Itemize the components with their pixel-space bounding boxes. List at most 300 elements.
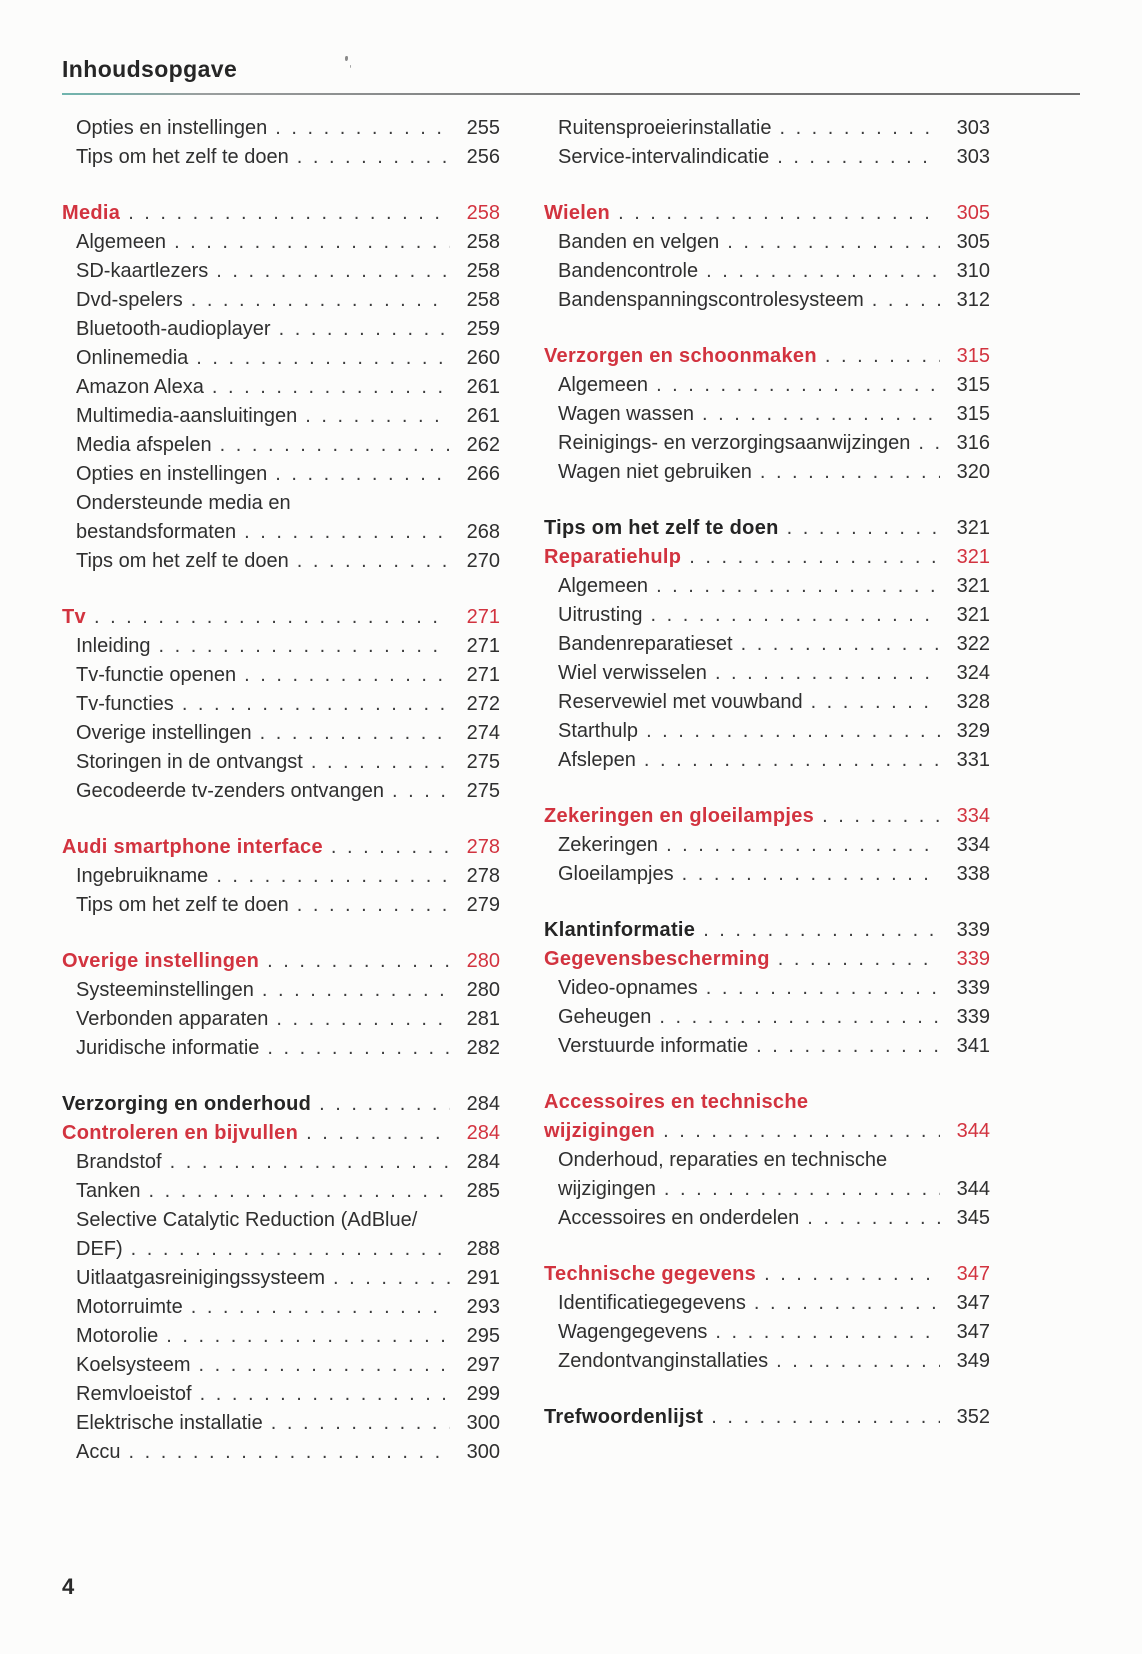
toc-entry-page: 297 <box>466 1354 500 1376</box>
dot-leader <box>663 1117 940 1146</box>
toc-section-header <box>62 947 500 976</box>
dot-leader <box>664 1175 940 1204</box>
toc-entry-label: Selective Catalytic Reduction (AdBlue/ <box>76 1209 418 1231</box>
toc-content <box>62 114 990 1467</box>
toc-entry-label: Brandstof <box>76 1151 162 1173</box>
toc-entry <box>62 1438 500 1467</box>
toc-entry-label: bestandsformaten <box>76 521 237 543</box>
dot-leader <box>279 315 450 344</box>
toc-entry-page: 259 <box>466 318 500 340</box>
toc-entry <box>62 228 500 257</box>
toc-entry-page: 322 <box>956 633 990 655</box>
toc-entry-page: 284 <box>466 1093 500 1115</box>
toc-entry-page: 293 <box>466 1296 500 1318</box>
dot-leader <box>741 630 940 659</box>
toc-entry-label: DEF) <box>76 1238 123 1260</box>
toc-entry <box>62 891 500 920</box>
toc-entry-label: Uitrusting <box>558 604 643 626</box>
toc-entry <box>62 373 500 402</box>
toc-entry-page: 329 <box>956 720 990 742</box>
toc-entry-page: 339 <box>956 919 990 941</box>
toc-entry-label: Accessoires en onderdelen <box>558 1207 800 1229</box>
toc-entry <box>544 458 990 487</box>
toc-entry-page: 271 <box>466 606 500 628</box>
toc-entry-page: 275 <box>466 751 500 773</box>
toc-entry <box>544 746 990 775</box>
toc-section-header <box>544 916 990 945</box>
toc-entry <box>544 831 990 860</box>
toc-entry-label: Zekeringen en gloeilampjes <box>544 805 815 827</box>
toc-entry-page: 347 <box>956 1321 990 1343</box>
dot-leader <box>711 1403 940 1432</box>
toc-entry-label: Elektrische installatie <box>76 1412 263 1434</box>
toc-entry-label: Bandenreparatieset <box>558 633 733 655</box>
toc-entry-label: Algemeen <box>558 374 649 396</box>
dot-leader <box>244 518 450 547</box>
toc-entry-label: Uitlaatgasreinigingssysteem <box>76 1267 326 1289</box>
dot-leader <box>199 1351 451 1380</box>
toc-entry-label: Wagen wassen <box>558 403 694 425</box>
toc-entry-page: 341 <box>956 1035 990 1057</box>
dot-leader <box>778 945 940 974</box>
dot-leader <box>297 547 450 576</box>
toc-entry-page: 347 <box>956 1263 990 1285</box>
toc-entry-page: 291 <box>466 1267 500 1289</box>
footer-page-number: 4 <box>62 1574 75 1599</box>
toc-entry-label: wijzigingen <box>544 1120 656 1142</box>
toc-section-header <box>62 603 500 632</box>
dot-leader <box>212 373 450 402</box>
dot-leader <box>220 431 450 460</box>
toc-entry <box>544 601 990 630</box>
toc-entry <box>62 862 500 891</box>
dot-leader <box>216 862 450 891</box>
toc-entry-label: Technische gegevens <box>544 1263 757 1285</box>
toc-entry <box>62 143 500 172</box>
dot-leader <box>682 860 940 889</box>
dot-leader <box>166 1322 450 1351</box>
toc-entry-page: 272 <box>466 693 500 715</box>
toc-entry-page: 339 <box>956 948 990 970</box>
toc-entry <box>62 1293 500 1322</box>
toc-entry-label: Controleren en bijvullen <box>62 1122 299 1144</box>
toc-entry-page: 334 <box>956 834 990 856</box>
toc-entry <box>544 1175 990 1204</box>
dot-leader <box>297 143 450 172</box>
toc-entry-page: 321 <box>956 546 990 568</box>
dot-leader <box>331 833 450 862</box>
toc-entry-label: Audi smartphone interface <box>62 836 323 858</box>
dot-leader <box>333 1264 450 1293</box>
toc-entry-page: 258 <box>466 260 500 282</box>
toc-entry <box>62 690 500 719</box>
toc-entry-page: 321 <box>956 517 990 539</box>
toc-entry <box>62 1409 500 1438</box>
toc-entry-page: 339 <box>956 977 990 999</box>
toc-entry-label: Systeeminstellingen <box>76 979 254 1001</box>
toc-entry-label: Verbonden apparaten <box>76 1008 269 1030</box>
toc-entry-label: Gloeilampjes <box>558 863 674 885</box>
toc-entry-label: Wagen niet gebruiken <box>558 461 752 483</box>
toc-entry-label: Juridische informatie <box>76 1037 260 1059</box>
page-title: Inhoudsopgave <box>62 56 238 82</box>
toc-section-header <box>62 833 500 862</box>
dot-leader <box>267 947 450 976</box>
toc-entry-label: Starthulp <box>558 720 639 742</box>
toc-entry <box>544 1347 990 1376</box>
toc-entry <box>62 489 500 518</box>
toc-entry-page: 324 <box>956 662 990 684</box>
toc-entry-page: 299 <box>466 1383 500 1405</box>
toc-entry-label: Trefwoordenlijst <box>544 1406 704 1428</box>
dot-leader <box>128 1438 450 1467</box>
dot-leader <box>703 916 940 945</box>
toc-entry-page: 347 <box>956 1292 990 1314</box>
toc-entry-label: Media <box>62 202 121 224</box>
toc-entry <box>62 315 500 344</box>
dot-leader <box>392 777 450 806</box>
toc-entry-page: 285 <box>466 1180 500 1202</box>
title-rule <box>62 93 1080 95</box>
toc-entry-label: Klantinformatie <box>544 919 696 941</box>
dot-leader <box>128 199 450 228</box>
toc-entry-label: Wagengegevens <box>558 1321 708 1343</box>
toc-section-header <box>62 199 500 228</box>
toc-entry <box>544 860 990 889</box>
toc-entry-page: 262 <box>466 434 500 456</box>
toc-entry-label: Overige instellingen <box>62 950 260 972</box>
toc-entry-label: Onderhoud, reparaties en technische <box>558 1149 888 1171</box>
toc-entry <box>544 400 990 429</box>
toc-entry-page: 274 <box>466 722 500 744</box>
toc-entry <box>62 1177 500 1206</box>
toc-entry-label: Tips om het zelf te doen <box>76 550 289 572</box>
toc-column-left <box>62 114 500 1467</box>
toc-entry-page: 258 <box>466 289 500 311</box>
toc-entry-page: 271 <box>466 635 500 657</box>
toc-entry-label: Tips om het zelf te doen <box>76 894 289 916</box>
dot-leader <box>276 1005 450 1034</box>
toc-entry <box>544 257 990 286</box>
toc-entry-label: Dvd-spelers <box>76 289 183 311</box>
toc-entry <box>62 547 500 576</box>
dot-leader <box>191 1293 450 1322</box>
dot-leader <box>618 199 940 228</box>
toc-entry-page: 300 <box>466 1412 500 1434</box>
dot-leader <box>822 802 940 831</box>
toc-entry-label: Bandenspanningscontrolesysteem <box>558 289 864 311</box>
dot-leader <box>216 257 450 286</box>
toc-entry-label: Tv-functies <box>76 693 174 715</box>
toc-entry-page: 305 <box>956 202 990 224</box>
ink-speck <box>345 56 348 61</box>
toc-entry <box>544 286 990 315</box>
dot-leader <box>825 342 940 371</box>
toc-section-header <box>544 945 990 974</box>
toc-entry-page: 258 <box>466 231 500 253</box>
toc-section-header <box>544 199 990 228</box>
dot-leader <box>196 344 450 373</box>
dot-leader <box>706 257 940 286</box>
dot-leader <box>777 143 940 172</box>
toc-entry <box>544 143 990 172</box>
toc-section-header <box>62 1119 500 1148</box>
toc-entry <box>62 1264 500 1293</box>
toc-entry-page: 288 <box>466 1238 500 1260</box>
toc-entry-page: 315 <box>956 403 990 425</box>
toc-entry-label: Verzorgen en schoonmaken <box>544 345 817 367</box>
toc-entry-label: SD-kaartlezers <box>76 260 209 282</box>
dot-leader <box>159 632 450 661</box>
toc-entry-page: 278 <box>466 865 500 887</box>
toc-entry-page: 303 <box>956 117 990 139</box>
toc-entry-label: Storingen in de ontvangst <box>76 751 303 773</box>
toc-entry <box>62 632 500 661</box>
toc-entry-page: 258 <box>466 202 500 224</box>
toc-entry-label: Verstuurde informatie <box>558 1035 749 1057</box>
toc-entry-page: 338 <box>956 863 990 885</box>
dot-leader <box>94 603 450 632</box>
dot-leader <box>275 114 450 143</box>
dot-leader <box>260 719 450 748</box>
toc-entry-label: Tv <box>62 606 86 628</box>
toc-entry-label: Amazon Alexa <box>76 376 204 398</box>
dot-leader <box>787 514 940 543</box>
toc-entry-page: 303 <box>956 146 990 168</box>
toc-entry-page: 281 <box>466 1008 500 1030</box>
toc-entry <box>544 1003 990 1032</box>
dot-leader <box>131 1235 450 1264</box>
toc-entry <box>62 344 500 373</box>
dot-leader <box>182 690 450 719</box>
toc-entry-page: 284 <box>466 1122 500 1144</box>
toc-entry-page: 256 <box>466 146 500 168</box>
toc-entry <box>544 688 990 717</box>
toc-entry <box>544 1146 990 1175</box>
dot-leader <box>872 286 940 315</box>
toc-entry-label: Remvloeistof <box>76 1383 192 1405</box>
toc-entry <box>62 431 500 460</box>
dot-leader <box>650 601 940 630</box>
toc-entry <box>544 429 990 458</box>
toc-entry-page: 278 <box>466 836 500 858</box>
toc-entry <box>62 661 500 690</box>
dot-leader <box>779 114 940 143</box>
toc-entry-label: Inleiding <box>76 635 151 657</box>
toc-entry-page: 271 <box>466 664 500 686</box>
toc-entry-page: 275 <box>466 780 500 802</box>
toc-entry-page: 321 <box>956 604 990 626</box>
toc-entry <box>62 1235 500 1264</box>
toc-entry-page: 349 <box>956 1350 990 1372</box>
dot-leader <box>244 661 450 690</box>
dot-leader <box>689 543 940 572</box>
toc-entry-label: Tips om het zelf te doen <box>544 517 779 539</box>
dot-leader <box>702 400 940 429</box>
toc-entry-label: Banden en velgen <box>558 231 720 253</box>
toc-entry <box>62 1034 500 1063</box>
toc-entry <box>62 257 500 286</box>
toc-section-header <box>544 1117 990 1146</box>
toc-entry-page: 339 <box>956 1006 990 1028</box>
toc-entry-page: 344 <box>956 1120 990 1142</box>
toc-entry-label: Verzorging en onderhoud <box>62 1093 312 1115</box>
toc-entry-page: 344 <box>956 1178 990 1200</box>
toc-entry-label: Ingebruikname <box>76 865 209 887</box>
toc-entry-page: 321 <box>956 575 990 597</box>
toc-entry-label: Accu <box>76 1441 121 1463</box>
toc-section-header <box>544 1088 990 1117</box>
dot-leader <box>262 976 450 1005</box>
toc-entry-page: 334 <box>956 805 990 827</box>
toc-entry <box>62 518 500 547</box>
toc-entry-page: 331 <box>956 749 990 771</box>
toc-entry-label: Motorolie <box>76 1325 159 1347</box>
toc-entry <box>62 1005 500 1034</box>
toc-entry-label: Video-opnames <box>558 977 698 999</box>
toc-entry-page: 300 <box>466 1441 500 1463</box>
toc-entry-label: Accessoires en technische <box>544 1091 809 1113</box>
toc-entry <box>544 1289 990 1318</box>
toc-entry-label: Algemeen <box>558 575 649 597</box>
toc-entry <box>62 1148 500 1177</box>
toc-entry-page: 315 <box>956 374 990 396</box>
toc-entry-page: 312 <box>956 289 990 311</box>
dot-leader <box>811 688 940 717</box>
dot-leader <box>754 1289 940 1318</box>
toc-entry <box>62 286 500 315</box>
toc-entry-label: Koelsysteem <box>76 1354 191 1376</box>
toc-entry-label: Onlinemedia <box>76 347 189 369</box>
toc-section-header <box>544 802 990 831</box>
dot-leader <box>306 1119 450 1148</box>
toc-entry-label: Reparatiehulp <box>544 546 682 568</box>
toc-entry <box>62 748 500 777</box>
toc-entry-page: 320 <box>956 461 990 483</box>
toc-column-right <box>544 114 990 1432</box>
toc-entry-label: wijzigingen <box>558 1178 656 1200</box>
dot-leader <box>646 717 940 746</box>
toc-entry <box>544 659 990 688</box>
toc-entry-page: 282 <box>466 1037 500 1059</box>
toc-entry-label: Tanken <box>76 1180 141 1202</box>
dot-leader <box>776 1347 940 1376</box>
toc-entry-label: Bluetooth-audioplayer <box>76 318 271 340</box>
toc-entry-page: 295 <box>466 1325 500 1347</box>
toc-entry <box>62 719 500 748</box>
toc-entry <box>544 974 990 1003</box>
toc-section-header <box>544 1403 990 1432</box>
toc-entry-label: Multimedia-aansluitingen <box>76 405 298 427</box>
toc-entry-label: Reservewiel met vouwband <box>558 691 803 713</box>
toc-entry-label: Service-intervalindicatie <box>558 146 770 168</box>
toc-entry <box>544 114 990 143</box>
toc-entry <box>62 402 500 431</box>
dot-leader <box>267 1034 450 1063</box>
toc-entry-page: 315 <box>956 345 990 367</box>
dot-leader <box>311 748 450 777</box>
toc-entry-page: 261 <box>466 376 500 398</box>
toc-entry <box>62 460 500 489</box>
toc-entry <box>62 1351 500 1380</box>
toc-section-header <box>544 1260 990 1289</box>
toc-entry-label: Zendontvanginstallaties <box>558 1350 769 1372</box>
toc-entry-label: Algemeen <box>76 231 167 253</box>
dot-leader <box>918 429 940 458</box>
toc-entry-label: Zekeringen <box>558 834 659 856</box>
toc-entry <box>544 228 990 257</box>
toc-entry <box>62 114 500 143</box>
toc-entry <box>544 1318 990 1347</box>
toc-entry-label: Reinigings- en verzorgingsaanwijzingen <box>558 432 911 454</box>
dot-leader <box>149 1177 451 1206</box>
toc-entry-page: 352 <box>956 1406 990 1428</box>
toc-entry-label: Wielen <box>544 202 611 224</box>
toc-entry <box>544 717 990 746</box>
toc-entry-label: Ondersteunde media en <box>76 492 291 514</box>
toc-entry <box>62 777 500 806</box>
dot-leader <box>319 1090 450 1119</box>
toc-entry-page: 260 <box>466 347 500 369</box>
toc-section-header <box>544 342 990 371</box>
dot-leader <box>656 371 940 400</box>
toc-entry <box>544 572 990 601</box>
toc-entry-label: Bandencontrole <box>558 260 699 282</box>
toc-entry <box>544 1032 990 1061</box>
toc-section-header <box>544 514 990 543</box>
toc-entry <box>62 1206 500 1235</box>
toc-entry-label: Wiel verwisselen <box>558 662 707 684</box>
dot-leader <box>656 572 940 601</box>
toc-entry-page: 316 <box>956 432 990 454</box>
toc-section-header <box>544 543 990 572</box>
toc-entry-label: Overige instellingen <box>76 722 252 744</box>
toc-entry <box>544 371 990 400</box>
dot-leader <box>760 458 940 487</box>
toc-entry-page: 310 <box>956 260 990 282</box>
toc-entry <box>544 1204 990 1233</box>
toc-entry-page: 284 <box>466 1151 500 1173</box>
toc-entry-label: Afslepen <box>558 749 636 771</box>
dot-leader <box>756 1032 940 1061</box>
dot-leader <box>715 659 940 688</box>
toc-entry-label: Media afspelen <box>76 434 212 456</box>
dot-leader <box>170 1148 450 1177</box>
toc-entry-page: 280 <box>466 979 500 1001</box>
toc-entry-label: Gecodeerde tv-zenders ontvangen <box>76 780 384 802</box>
toc-entry-page: 268 <box>466 521 500 543</box>
toc-entry-page: 261 <box>466 405 500 427</box>
toc-entry-page: 328 <box>956 691 990 713</box>
dot-leader <box>764 1260 940 1289</box>
toc-entry-page: 279 <box>466 894 500 916</box>
toc-entry-page: 270 <box>466 550 500 572</box>
dot-leader <box>659 1003 940 1032</box>
dot-leader <box>271 1409 450 1438</box>
toc-entry <box>62 1380 500 1409</box>
toc-entry-label: Opties en instellingen <box>76 463 268 485</box>
toc-entry-page: 305 <box>956 231 990 253</box>
dot-leader <box>191 286 450 315</box>
dot-leader <box>174 228 450 257</box>
toc-entry-label: Tips om het zelf te doen <box>76 146 289 168</box>
dot-leader <box>305 402 450 431</box>
toc-section-header <box>62 1090 500 1119</box>
dot-leader <box>200 1380 450 1409</box>
toc-entry-label: Geheugen <box>558 1006 652 1028</box>
toc-entry <box>62 976 500 1005</box>
dot-leader <box>666 831 940 860</box>
